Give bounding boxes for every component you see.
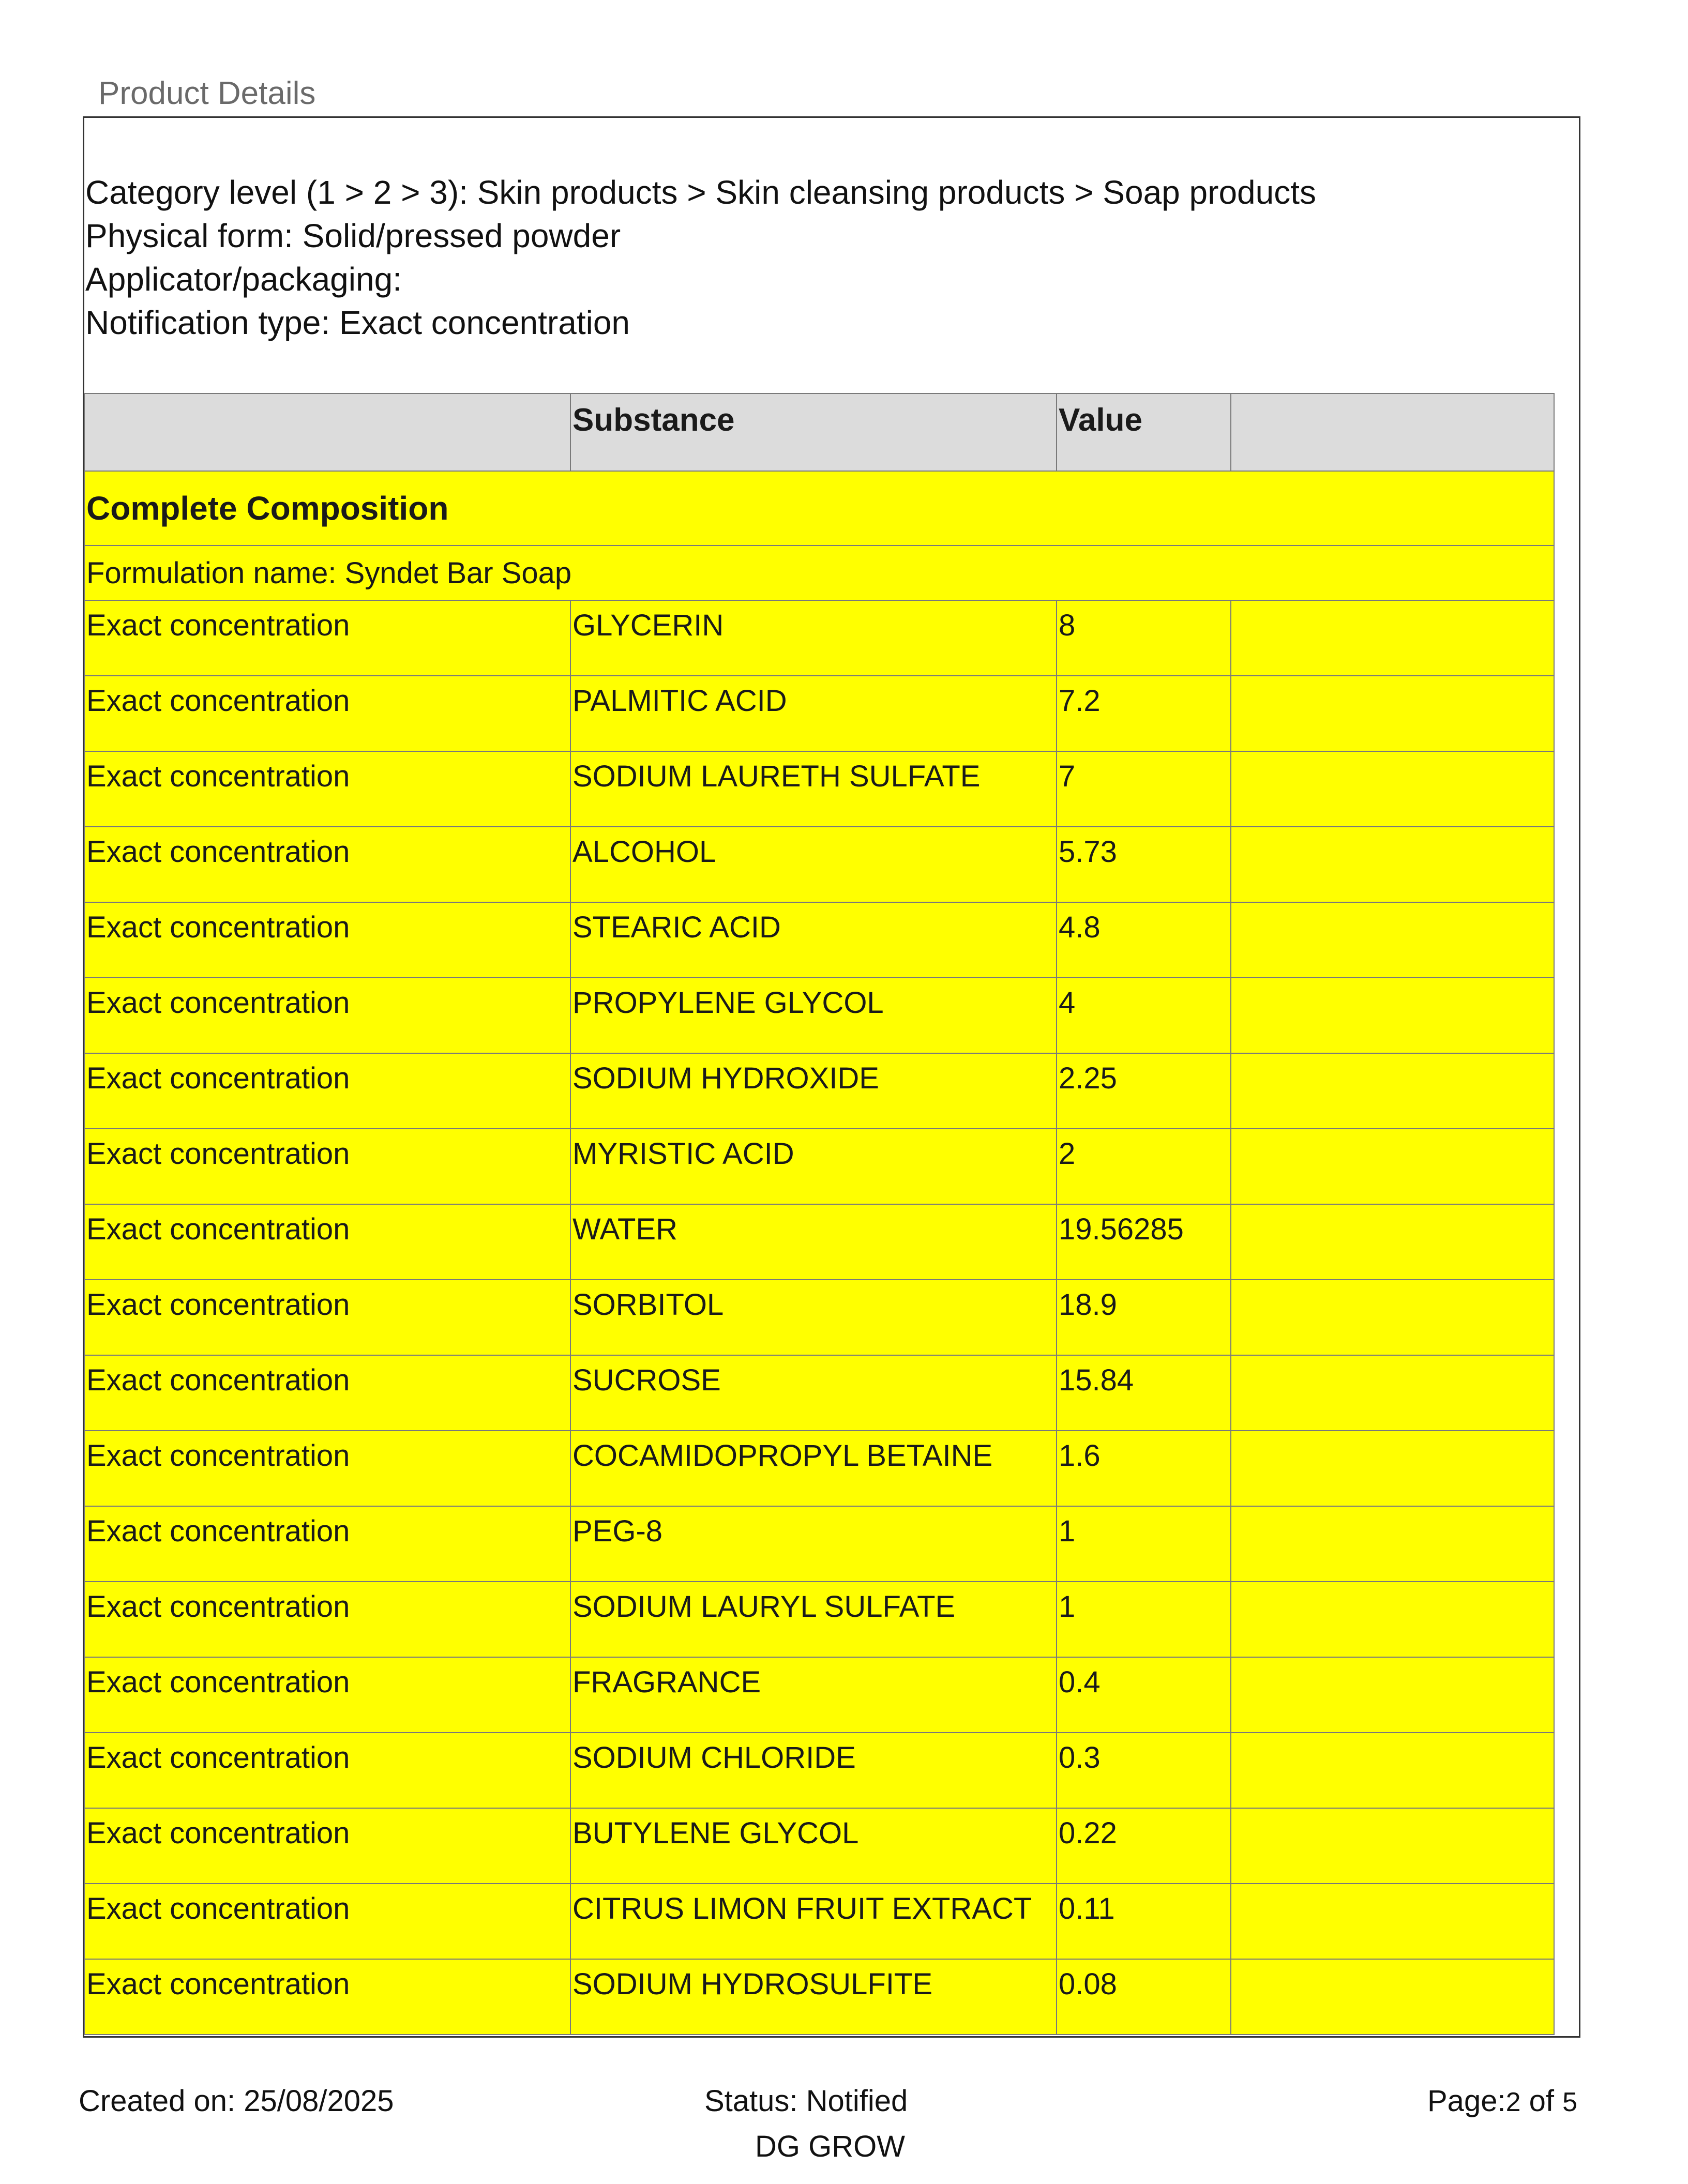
concentration-type-cell: Exact concentration xyxy=(84,1657,570,1733)
concentration-type-cell: Exact concentration xyxy=(84,751,570,827)
substance-cell: SODIUM HYDROSULFITE xyxy=(570,1959,1057,2035)
extra-cell xyxy=(1231,1582,1554,1657)
value-cell: 1.6 xyxy=(1057,1431,1231,1506)
concentration-type-cell: Exact concentration xyxy=(84,978,570,1053)
value-cell: 0.22 xyxy=(1057,1808,1231,1884)
table-row xyxy=(84,978,1554,1053)
table-row xyxy=(84,902,1554,978)
extra-cell xyxy=(1231,1884,1554,1959)
concentration-type-cell: Exact concentration xyxy=(84,1733,570,1808)
table-row xyxy=(84,1506,1554,1582)
value-cell: 19.56285 xyxy=(1057,1204,1231,1280)
table-body xyxy=(84,471,1554,2035)
organization-name: DG GROW xyxy=(755,2130,905,2163)
table-row xyxy=(84,1280,1554,1355)
extra-cell xyxy=(1231,1280,1554,1355)
table-row xyxy=(84,1657,1554,1733)
extra-cell xyxy=(1231,978,1554,1053)
created-date: Created on: 25/08/2025 xyxy=(79,2084,394,2118)
table-row xyxy=(84,751,1554,827)
substance-cell: BUTYLENE GLYCOL xyxy=(570,1808,1057,1884)
table-row xyxy=(84,827,1554,902)
concentration-type-cell: Exact concentration xyxy=(84,1884,570,1959)
extra-cell xyxy=(1231,676,1554,751)
table-row xyxy=(84,1884,1554,1959)
table-row xyxy=(84,1355,1554,1431)
extra-cell xyxy=(1231,751,1554,827)
applicator-line: Applicator/packaging: xyxy=(85,261,402,298)
table-row xyxy=(84,1431,1554,1506)
page-indicator xyxy=(1427,2084,1577,2118)
section-title: Product Details xyxy=(98,75,316,111)
concentration-type-cell: Exact concentration xyxy=(84,1431,570,1506)
concentration-type-cell: Exact concentration xyxy=(84,1053,570,1129)
table-row xyxy=(84,1053,1554,1129)
header-cell-type xyxy=(84,393,570,471)
value-cell: 0.3 xyxy=(1057,1733,1231,1808)
formulation-name-row xyxy=(84,545,1554,600)
notification-type-line: Notification type: Exact concentration xyxy=(85,304,630,341)
concentration-type-cell: Exact concentration xyxy=(84,600,570,676)
page-of: of xyxy=(1520,2084,1563,2118)
substance-cell: SORBITOL xyxy=(570,1280,1057,1355)
group-title: Complete Composition xyxy=(84,471,1554,545)
value-cell: 5.73 xyxy=(1057,827,1231,902)
table-row xyxy=(84,1129,1554,1204)
value-cell: 2.25 xyxy=(1057,1053,1231,1129)
value-cell: 15.84 xyxy=(1057,1355,1231,1431)
extra-cell xyxy=(1231,827,1554,902)
substance-cell: SODIUM HYDROXIDE xyxy=(570,1053,1057,1129)
value-cell: 7.2 xyxy=(1057,676,1231,751)
value-cell: 0.4 xyxy=(1057,1657,1231,1733)
value-cell: 1 xyxy=(1057,1506,1231,1582)
table-row xyxy=(84,1582,1554,1657)
value-cell: 18.9 xyxy=(1057,1280,1231,1355)
concentration-type-cell: Exact concentration xyxy=(84,1355,570,1431)
table-row xyxy=(84,676,1554,751)
header-cell-extra xyxy=(1231,393,1554,471)
substance-cell: FRAGRANCE xyxy=(570,1657,1057,1733)
status-text: Status: Notified xyxy=(704,2084,908,2118)
table-row xyxy=(84,1959,1554,2035)
concentration-type-cell: Exact concentration xyxy=(84,902,570,978)
substance-cell: WATER xyxy=(570,1204,1057,1280)
page-current: 2 xyxy=(1505,2087,1521,2117)
extra-cell xyxy=(1231,1129,1554,1204)
table-row xyxy=(84,1204,1554,1280)
category-line: Category level (1 > 2 > 3): Skin products > Skin cleansing products > Soap products xyxy=(85,174,1316,211)
value-cell: 1 xyxy=(1057,1582,1231,1657)
extra-cell xyxy=(1231,902,1554,978)
extra-cell xyxy=(1231,1733,1554,1808)
concentration-type-cell: Exact concentration xyxy=(84,1582,570,1657)
page-total: 5 xyxy=(1562,2087,1578,2117)
concentration-type-cell: Exact concentration xyxy=(84,1129,570,1204)
extra-cell xyxy=(1231,1506,1554,1582)
extra-cell xyxy=(1231,1053,1554,1129)
value-cell: 2 xyxy=(1057,1129,1231,1204)
value-cell: 4.8 xyxy=(1057,902,1231,978)
extra-cell xyxy=(1231,1959,1554,2035)
concentration-type-cell: Exact concentration xyxy=(84,1280,570,1355)
table-row xyxy=(84,1733,1554,1808)
concentration-type-cell: Exact concentration xyxy=(84,1959,570,2035)
substance-cell: SODIUM LAURYL SULFATE xyxy=(570,1582,1057,1657)
product-info xyxy=(85,171,1316,344)
extra-cell xyxy=(1231,1431,1554,1506)
table-row xyxy=(84,600,1554,676)
value-cell: 4 xyxy=(1057,978,1231,1053)
concentration-type-cell: Exact concentration xyxy=(84,1204,570,1280)
formulation-name: Formulation name: Syndet Bar Soap xyxy=(84,545,1554,600)
substance-cell: GLYCERIN xyxy=(570,600,1057,676)
substance-cell: PEG-8 xyxy=(570,1506,1057,1582)
value-cell: 7 xyxy=(1057,751,1231,827)
concentration-type-cell: Exact concentration xyxy=(84,1506,570,1582)
substance-cell: PALMITIC ACID xyxy=(570,676,1057,751)
substance-cell: COCAMIDOPROPYL BETAINE xyxy=(570,1431,1057,1506)
table-header-row xyxy=(84,393,1554,471)
substance-cell: SODIUM CHLORIDE xyxy=(570,1733,1057,1808)
composition-table xyxy=(84,393,1555,2035)
extra-cell xyxy=(1231,600,1554,676)
substance-cell: STEARIC ACID xyxy=(570,902,1057,978)
header-cell-value: Value xyxy=(1057,393,1231,471)
concentration-type-cell: Exact concentration xyxy=(84,827,570,902)
substance-cell: SUCROSE xyxy=(570,1355,1057,1431)
extra-cell xyxy=(1231,1204,1554,1280)
header-cell-substance: Substance xyxy=(570,393,1057,471)
value-cell: 8 xyxy=(1057,600,1231,676)
value-cell: 0.08 xyxy=(1057,1959,1231,2035)
substance-cell: ALCOHOL xyxy=(570,827,1057,902)
concentration-type-cell: Exact concentration xyxy=(84,676,570,751)
substance-cell: PROPYLENE GLYCOL xyxy=(570,978,1057,1053)
substance-cell: CITRUS LIMON FRUIT EXTRACT xyxy=(570,1884,1057,1959)
extra-cell xyxy=(1231,1355,1554,1431)
value-cell: 0.11 xyxy=(1057,1884,1231,1959)
extra-cell xyxy=(1231,1808,1554,1884)
group-title-row xyxy=(84,471,1554,545)
substance-cell: MYRISTIC ACID xyxy=(570,1129,1057,1204)
concentration-type-cell: Exact concentration xyxy=(84,1808,570,1884)
page-label: Page: xyxy=(1427,2084,1506,2118)
substance-cell: SODIUM LAURETH SULFATE xyxy=(570,751,1057,827)
table-row xyxy=(84,1808,1554,1884)
extra-cell xyxy=(1231,1657,1554,1733)
physical-form-line: Physical form: Solid/pressed powder xyxy=(85,217,621,254)
